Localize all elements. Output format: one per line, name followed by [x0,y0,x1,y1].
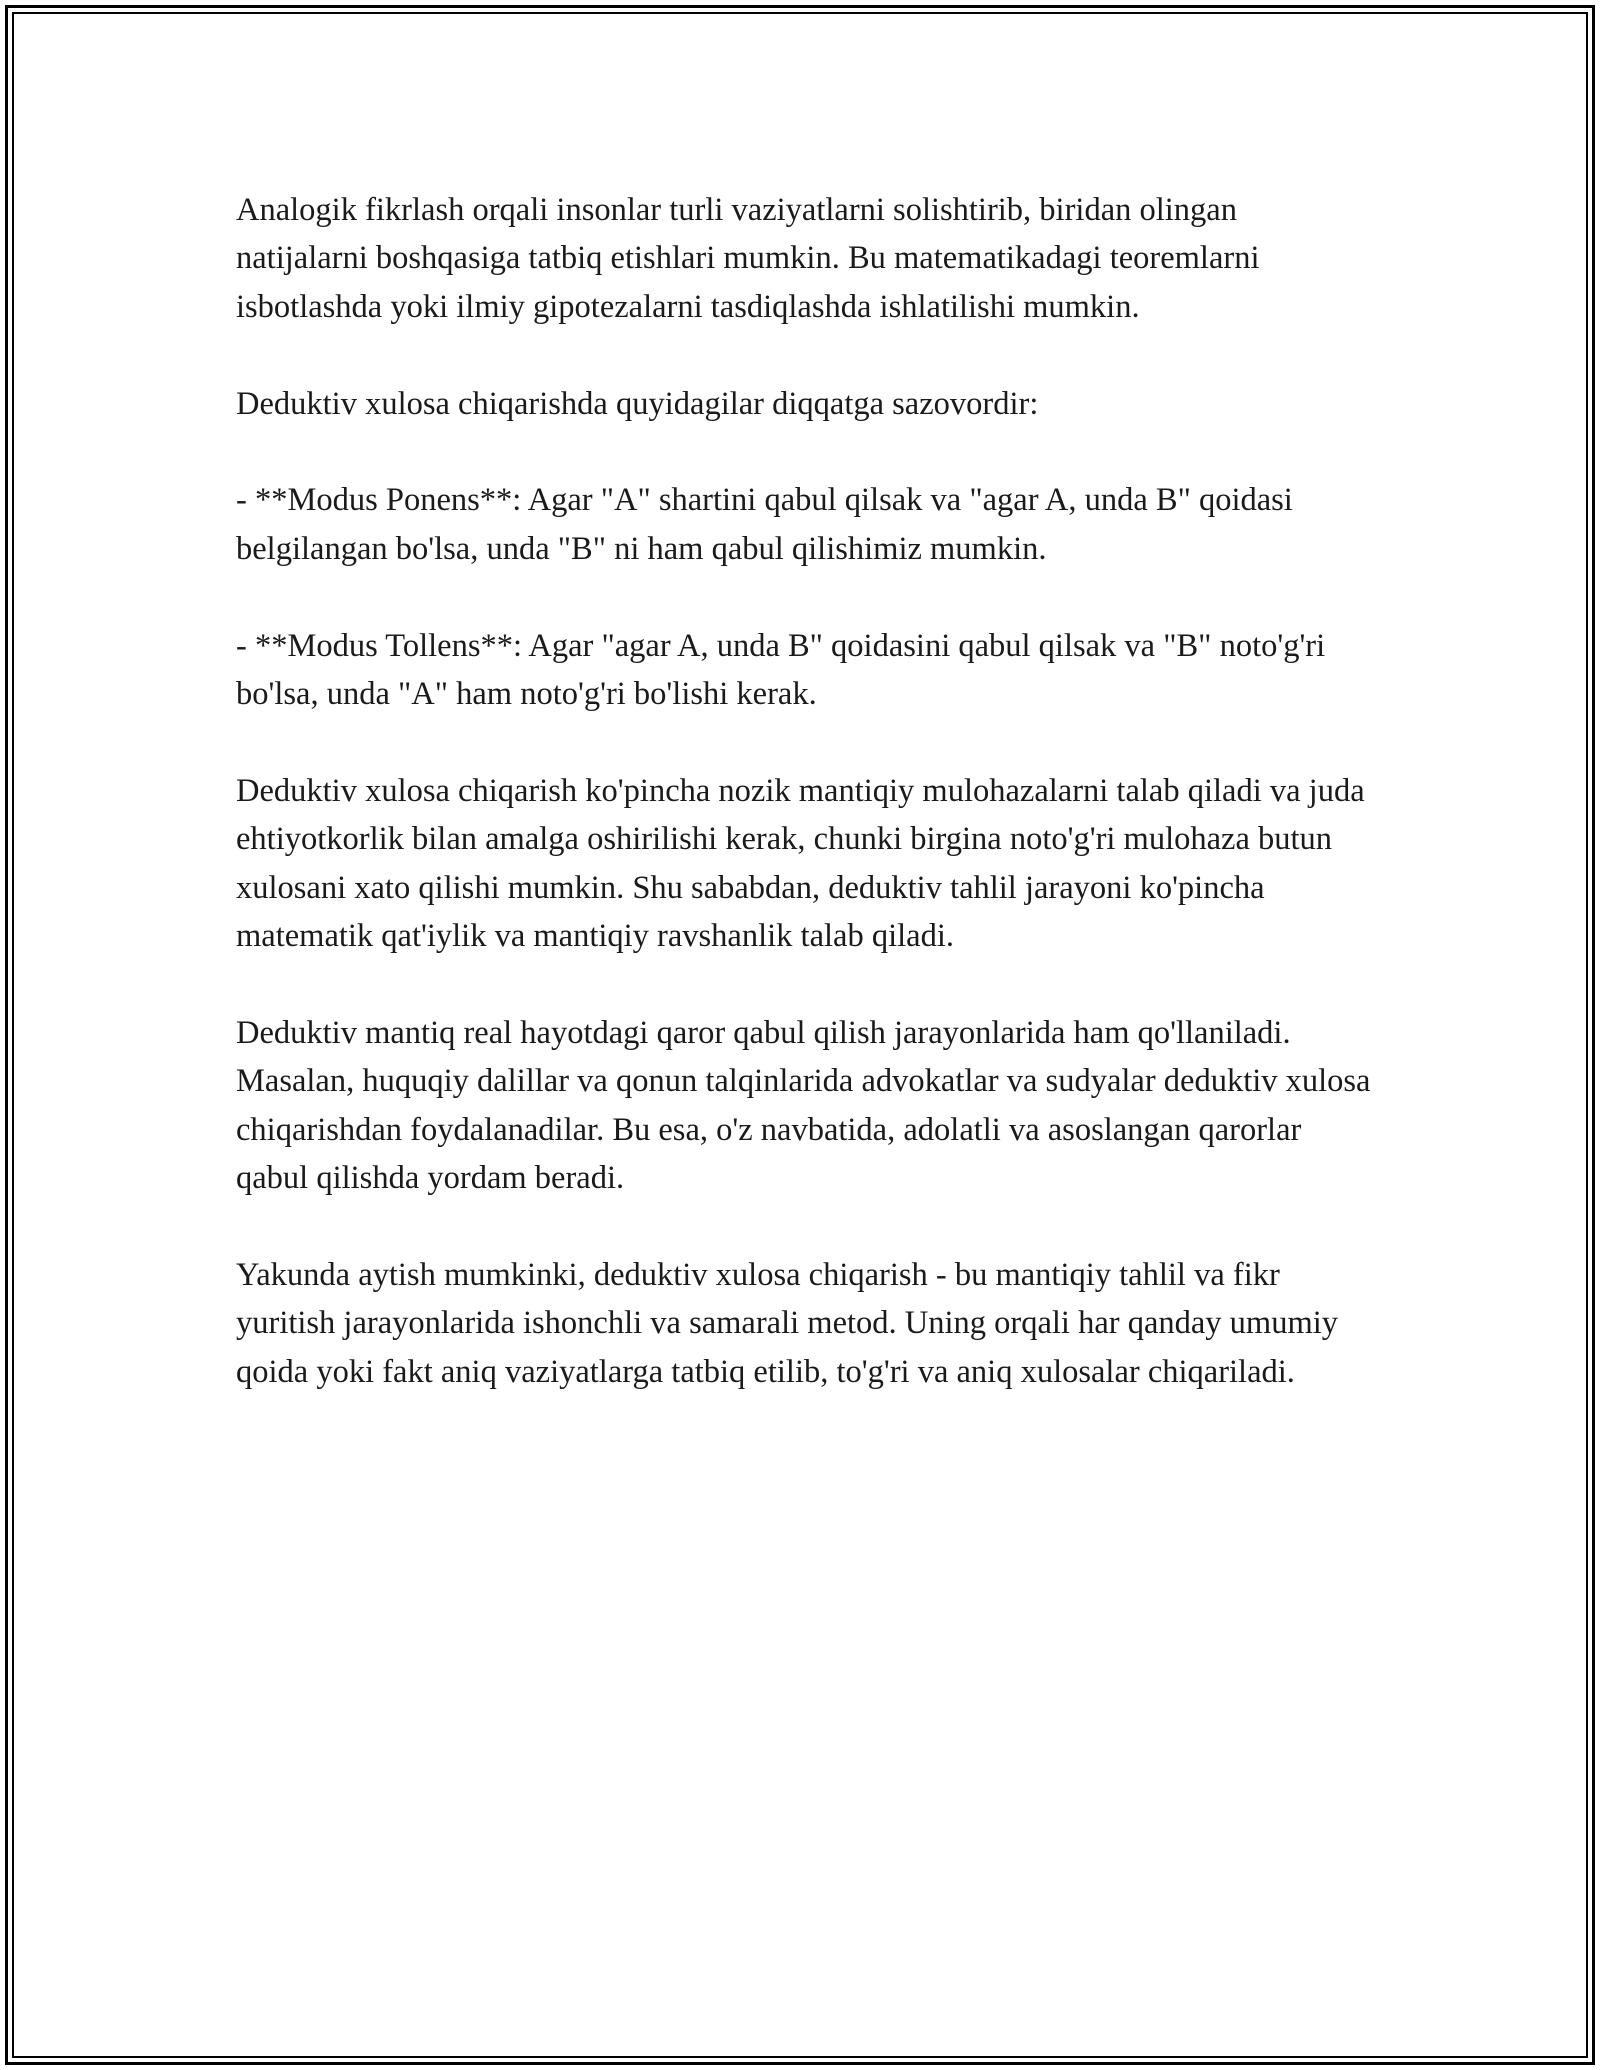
paragraph-deduktiv-nozik: Deduktiv xulosa chiqarish ko'pincha nozik mantiqiy mulohazalarni talab qiladi va juda ehtiyotkorlik bilan amalga oshirilishi kerak, chunki birgina noto'g'ri mulohaza butun xulosani xato qilishi mumkin. Shu sababdan, deduktiv tahlil jarayoni ko'pincha matematik qat'iylik va mantiqiy ravshanlik talab qiladi. [236,772,1365,955]
list-item-modus-tollens: - **Modus Tollens**: Agar "agar A, unda B" qoidasini qabul qilsak va "B" noto'g'ri bo'lsa, unda "A" ham noto'g'ri bo'lishi kerak. [236,627,1326,713]
document-body [236,186,1376,1396]
paragraph-yakunda: Yakunda aytish mumkinki, deduktiv xulosa chiqarish - bu mantiqiy tahlil va fikr yuritish jarayonlarida ishonchli va samarali metod. Uning orqali har qanday umumiy qoida yoki fakt aniq vaziyatlarga tatbiq etilib, to'g'ri va aniq xulosalar chiqariladi. [236,1256,1339,1390]
paragraph-deduktiv-intro: Deduktiv xulosa chiqarishda quyidagilar diqqatga sazovordir: [236,385,1039,422]
paragraph-deduktiv-real-hayot: Deduktiv mantiq real hayotdagi qaror qabul qilish jarayonlarida ham qo'llaniladi. Masalan, huquqiy dalillar va qonun talqinlarida advokatlar va sudyalar deduktiv xulosa chiqarishdan foydalanadilar. Bu esa, o'z navbatida, adolatli va asoslangan qarorlar qabul qilishda yordam beradi. [236,1014,1371,1197]
list-item-modus-ponens: - **Modus Ponens**: Agar "A" shartini qabul qilsak va "agar A, unda B" qoidasi belgilangan bo'lsa, unda "B" ni ham qabul qilishimiz mumkin. [236,482,1293,567]
paragraph-analogik-fikrlash: Analogik fikrlash orqali insonlar turli vaziyatlarni solishtirib, biridan olingan natijalarni boshqasiga tatbiq etishlari mumkin. Bu matematikadagi teoremlarni isbotlashda yoki ilmiy gipotezalarni tasdiqlashda ishlatilishi mumkin. [236,192,1260,325]
